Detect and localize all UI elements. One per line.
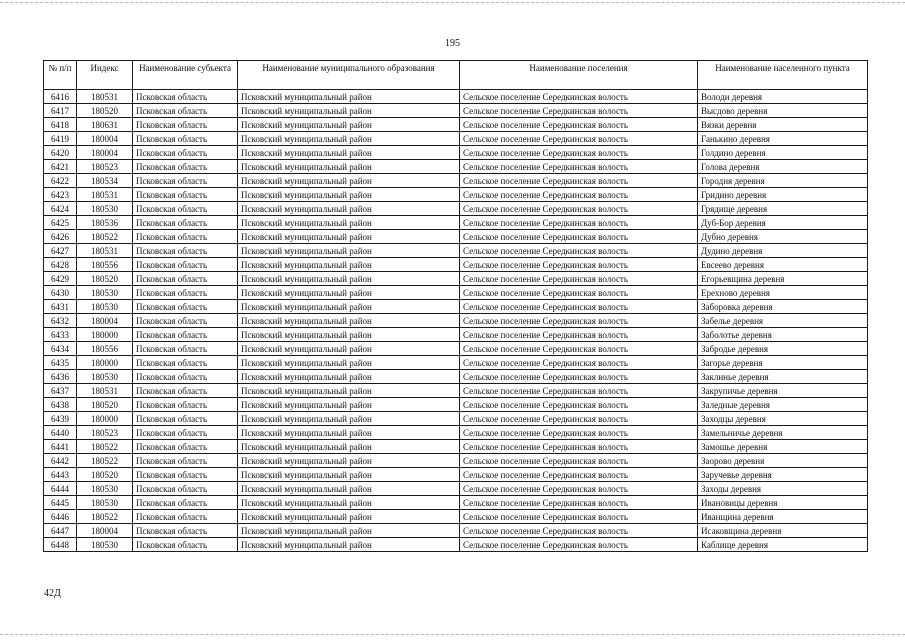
cell-postal-index: 180522 — [77, 230, 133, 244]
cell-municipality: Псковский муниципальный район — [238, 244, 460, 258]
cell-subject: Псковская область — [133, 174, 238, 188]
cell-locality: Заорово деревня — [698, 454, 868, 468]
header-locality-name: Наименование населенного пункта — [698, 61, 868, 90]
cell-postal-index: 180000 — [77, 356, 133, 370]
cell-postal-index: 180556 — [77, 258, 133, 272]
cell-settlement: Сельское поселение Середкинская волость — [460, 454, 698, 468]
cell-locality: Заболотье деревня — [698, 328, 868, 342]
cell-municipality: Псковский муниципальный район — [238, 90, 460, 104]
cell-locality: Заборовка деревня — [698, 300, 868, 314]
cell-settlement: Сельское поселение Середкинская волость — [460, 104, 698, 118]
cell-row-number: 6424 — [44, 202, 77, 216]
cell-municipality: Псковский муниципальный район — [238, 454, 460, 468]
cell-municipality: Псковский муниципальный район — [238, 426, 460, 440]
cell-subject: Псковская область — [133, 440, 238, 454]
cell-settlement: Сельское поселение Середкинская волость — [460, 146, 698, 160]
cell-locality: Гридино деревня — [698, 188, 868, 202]
cell-settlement: Сельское поселение Середкинская волость — [460, 398, 698, 412]
cell-subject: Псковская область — [133, 468, 238, 482]
cell-municipality: Псковский муниципальный район — [238, 538, 460, 552]
table-row — [44, 370, 868, 384]
cell-postal-index: 180536 — [77, 216, 133, 230]
cell-subject: Псковская область — [133, 314, 238, 328]
cell-municipality: Псковский муниципальный район — [238, 160, 460, 174]
cell-row-number: 6430 — [44, 286, 77, 300]
cell-locality: Заходцы деревня — [698, 412, 868, 426]
cell-row-number: 6440 — [44, 426, 77, 440]
cell-row-number: 6423 — [44, 188, 77, 202]
cell-subject: Псковская область — [133, 524, 238, 538]
table-row — [44, 412, 868, 426]
cell-municipality: Псковский муниципальный район — [238, 188, 460, 202]
cell-settlement: Сельское поселение Середкинская волость — [460, 216, 698, 230]
table-header — [44, 61, 868, 90]
cell-locality: Голова деревня — [698, 160, 868, 174]
cell-row-number: 6417 — [44, 104, 77, 118]
cell-settlement: Сельское поселение Середкинская волость — [460, 412, 698, 426]
cell-subject: Псковская область — [133, 454, 238, 468]
cell-municipality: Псковский муниципальный район — [238, 524, 460, 538]
cell-postal-index: 180556 — [77, 342, 133, 356]
cell-postal-index: 180534 — [77, 174, 133, 188]
cell-settlement: Сельское поселение Середкинская волость — [460, 510, 698, 524]
cell-subject: Псковская область — [133, 342, 238, 356]
cell-row-number: 6448 — [44, 538, 77, 552]
table-row — [44, 482, 868, 496]
cell-settlement: Сельское поселение Середкинская волость — [460, 202, 698, 216]
cell-postal-index: 180530 — [77, 482, 133, 496]
cell-settlement: Сельское поселение Середкинская волость — [460, 342, 698, 356]
cell-row-number: 6437 — [44, 384, 77, 398]
cell-row-number: 6433 — [44, 328, 77, 342]
table-row — [44, 468, 868, 482]
cell-settlement: Сельское поселение Середкинская волость — [460, 160, 698, 174]
cell-locality: Высдово деревня — [698, 104, 868, 118]
cell-locality: Дудино деревня — [698, 244, 868, 258]
cell-municipality: Псковский муниципальный район — [238, 342, 460, 356]
cell-locality: Дубно деревня — [698, 230, 868, 244]
cell-subject: Псковская область — [133, 118, 238, 132]
cell-locality: Ганькино деревня — [698, 132, 868, 146]
cell-locality: Заклинье деревня — [698, 370, 868, 384]
cell-locality: Исаковщина деревня — [698, 524, 868, 538]
table-row — [44, 104, 868, 118]
cell-row-number: 6435 — [44, 356, 77, 370]
cell-postal-index: 180520 — [77, 272, 133, 286]
cell-municipality: Псковский муниципальный район — [238, 328, 460, 342]
cell-row-number: 6434 — [44, 342, 77, 356]
cell-subject: Псковская область — [133, 510, 238, 524]
cell-postal-index: 180530 — [77, 538, 133, 552]
header-settlement-name: Наименование поселения — [460, 61, 698, 90]
cell-row-number: 6420 — [44, 146, 77, 160]
cell-row-number: 6418 — [44, 118, 77, 132]
cell-subject: Псковская область — [133, 272, 238, 286]
cell-locality: Загорье деревня — [698, 356, 868, 370]
cell-municipality: Псковский муниципальный район — [238, 398, 460, 412]
cell-settlement: Сельское поселение Середкинская волость — [460, 174, 698, 188]
cell-subject: Псковская область — [133, 90, 238, 104]
cell-settlement: Сельское поселение Середкинская волость — [460, 132, 698, 146]
cell-locality: Вязки деревня — [698, 118, 868, 132]
table-row — [44, 538, 868, 552]
cell-subject: Псковская область — [133, 370, 238, 384]
cell-row-number: 6443 — [44, 468, 77, 482]
cell-locality: Каблище деревня — [698, 538, 868, 552]
cell-municipality: Псковский муниципальный район — [238, 230, 460, 244]
header-postal-index: Индекс — [77, 61, 133, 90]
cell-settlement: Сельское поселение Середкинская волость — [460, 496, 698, 510]
cell-subject: Псковская область — [133, 300, 238, 314]
cell-municipality: Псковский муниципальный район — [238, 412, 460, 426]
cell-subject: Псковская область — [133, 132, 238, 146]
header-row — [44, 61, 868, 90]
table-row — [44, 328, 868, 342]
cell-row-number: 6439 — [44, 412, 77, 426]
cell-postal-index: 180531 — [77, 244, 133, 258]
cell-settlement: Сельское поселение Середкинская волость — [460, 482, 698, 496]
cell-municipality: Псковский муниципальный район — [238, 202, 460, 216]
cell-locality: Дуб-Бор деревня — [698, 216, 868, 230]
cell-subject: Псковская область — [133, 188, 238, 202]
header-subject-name: Наименование субъекта — [133, 61, 238, 90]
cell-row-number: 6438 — [44, 398, 77, 412]
cell-settlement: Сельское поселение Середкинская волость — [460, 244, 698, 258]
cell-locality: Володи деревня — [698, 90, 868, 104]
top-scan-border — [0, 2, 905, 3]
cell-postal-index: 180522 — [77, 440, 133, 454]
table-row — [44, 440, 868, 454]
cell-subject: Псковская область — [133, 398, 238, 412]
table-row — [44, 202, 868, 216]
cell-postal-index: 180000 — [77, 328, 133, 342]
page-number: 195 — [445, 38, 460, 49]
table-row — [44, 300, 868, 314]
cell-subject: Псковская область — [133, 216, 238, 230]
table-row — [44, 132, 868, 146]
cell-municipality: Псковский муниципальный район — [238, 146, 460, 160]
cell-settlement: Сельское поселение Середкинская волость — [460, 188, 698, 202]
cell-postal-index: 180520 — [77, 398, 133, 412]
cell-settlement: Сельское поселение Середкинская волость — [460, 468, 698, 482]
cell-settlement: Сельское поселение Середкинская волость — [460, 286, 698, 300]
cell-locality: Егорьевщина деревня — [698, 272, 868, 286]
cell-locality: Закрупичье деревня — [698, 384, 868, 398]
cell-postal-index: 180520 — [77, 468, 133, 482]
cell-subject: Псковская область — [133, 146, 238, 160]
cell-row-number: 6447 — [44, 524, 77, 538]
cell-subject: Псковская область — [133, 328, 238, 342]
table-row — [44, 384, 868, 398]
cell-settlement: Сельское поселение Середкинская волость — [460, 524, 698, 538]
cell-locality: Евсеево деревня — [698, 258, 868, 272]
cell-postal-index: 180520 — [77, 104, 133, 118]
table-row — [44, 454, 868, 468]
footer-code: 42Д — [44, 588, 61, 599]
cell-municipality: Псковский муниципальный район — [238, 440, 460, 454]
cell-row-number: 6446 — [44, 510, 77, 524]
cell-municipality: Псковский муниципальный район — [238, 384, 460, 398]
cell-subject: Псковская область — [133, 482, 238, 496]
cell-subject: Псковская область — [133, 412, 238, 426]
cell-municipality: Псковский муниципальный район — [238, 356, 460, 370]
cell-row-number: 6429 — [44, 272, 77, 286]
cell-locality: Заходы деревня — [698, 482, 868, 496]
bottom-scan-border — [0, 634, 905, 635]
cell-settlement: Сельское поселение Середкинская волость — [460, 314, 698, 328]
cell-locality: Ивановицы деревня — [698, 496, 868, 510]
cell-postal-index: 180004 — [77, 524, 133, 538]
table-row — [44, 398, 868, 412]
cell-settlement: Сельское поселение Середкинская волость — [460, 426, 698, 440]
table-row — [44, 342, 868, 356]
cell-settlement: Сельское поселение Середкинская волость — [460, 370, 698, 384]
cell-municipality: Псковский муниципальный район — [238, 468, 460, 482]
cell-subject: Псковская область — [133, 426, 238, 440]
cell-settlement: Сельское поселение Середкинская волость — [460, 440, 698, 454]
table-row — [44, 118, 868, 132]
table-row — [44, 146, 868, 160]
cell-subject: Псковская область — [133, 384, 238, 398]
cell-postal-index: 180522 — [77, 454, 133, 468]
cell-postal-index: 180004 — [77, 146, 133, 160]
cell-locality: Замельничье деревня — [698, 426, 868, 440]
cell-locality: Замошье деревня — [698, 440, 868, 454]
cell-municipality: Псковский муниципальный район — [238, 104, 460, 118]
cell-settlement: Сельское поселение Середкинская волость — [460, 384, 698, 398]
cell-postal-index: 180000 — [77, 412, 133, 426]
cell-row-number: 6419 — [44, 132, 77, 146]
table-row — [44, 524, 868, 538]
table-row — [44, 356, 868, 370]
cell-settlement: Сельское поселение Середкинская волость — [460, 328, 698, 342]
cell-postal-index: 180530 — [77, 286, 133, 300]
cell-settlement: Сельское поселение Середкинская волость — [460, 272, 698, 286]
cell-postal-index: 180004 — [77, 314, 133, 328]
cell-row-number: 6426 — [44, 230, 77, 244]
cell-postal-index: 180523 — [77, 426, 133, 440]
table-row — [44, 230, 868, 244]
cell-municipality: Псковский муниципальный район — [238, 272, 460, 286]
table-row — [44, 272, 868, 286]
cell-row-number: 6432 — [44, 314, 77, 328]
table-row — [44, 510, 868, 524]
table-row — [44, 496, 868, 510]
cell-municipality: Псковский муниципальный район — [238, 216, 460, 230]
cell-municipality: Псковский муниципальный район — [238, 286, 460, 300]
cell-row-number: 6427 — [44, 244, 77, 258]
cell-locality: Ерехново деревня — [698, 286, 868, 300]
table-body — [44, 90, 868, 552]
cell-subject: Псковская область — [133, 202, 238, 216]
cell-municipality: Псковский муниципальный район — [238, 370, 460, 384]
cell-locality: Голдино деревня — [698, 146, 868, 160]
cell-postal-index: 180530 — [77, 300, 133, 314]
cell-subject: Псковская область — [133, 496, 238, 510]
table-row — [44, 90, 868, 104]
cell-municipality: Псковский муниципальный район — [238, 258, 460, 272]
settlements-table — [43, 60, 868, 552]
cell-locality: Забродье деревня — [698, 342, 868, 356]
table-row — [44, 258, 868, 272]
cell-subject: Псковская область — [133, 286, 238, 300]
cell-postal-index: 180004 — [77, 132, 133, 146]
table-row — [44, 188, 868, 202]
cell-subject: Псковская область — [133, 258, 238, 272]
cell-row-number: 6428 — [44, 258, 77, 272]
cell-settlement: Сельское поселение Середкинская волость — [460, 538, 698, 552]
cell-postal-index: 180531 — [77, 188, 133, 202]
cell-postal-index: 180530 — [77, 202, 133, 216]
cell-row-number: 6442 — [44, 454, 77, 468]
cell-subject: Псковская область — [133, 230, 238, 244]
cell-municipality: Псковский муниципальный район — [238, 174, 460, 188]
cell-municipality: Псковский муниципальный район — [238, 300, 460, 314]
cell-locality: Городня деревня — [698, 174, 868, 188]
cell-postal-index: 180530 — [77, 496, 133, 510]
cell-row-number: 6416 — [44, 90, 77, 104]
cell-postal-index: 180631 — [77, 118, 133, 132]
table-row — [44, 286, 868, 300]
table-row — [44, 426, 868, 440]
table-row — [44, 160, 868, 174]
cell-row-number: 6425 — [44, 216, 77, 230]
cell-municipality: Псковский муниципальный район — [238, 132, 460, 146]
cell-row-number: 6444 — [44, 482, 77, 496]
cell-postal-index: 180530 — [77, 370, 133, 384]
header-municipality-name: Наименование муниципального образования — [238, 61, 460, 90]
cell-row-number: 6445 — [44, 496, 77, 510]
cell-row-number: 6441 — [44, 440, 77, 454]
cell-postal-index: 180522 — [77, 510, 133, 524]
cell-settlement: Сельское поселение Середкинская волость — [460, 258, 698, 272]
cell-row-number: 6431 — [44, 300, 77, 314]
table-row — [44, 244, 868, 258]
cell-municipality: Псковский муниципальный район — [238, 510, 460, 524]
cell-row-number: 6436 — [44, 370, 77, 384]
table-row — [44, 216, 868, 230]
cell-row-number: 6421 — [44, 160, 77, 174]
cell-postal-index: 180531 — [77, 384, 133, 398]
cell-municipality: Псковский муниципальный район — [238, 482, 460, 496]
cell-subject: Псковская область — [133, 104, 238, 118]
header-row-number: № п/п — [44, 61, 77, 90]
cell-settlement: Сельское поселение Середкинская волость — [460, 118, 698, 132]
cell-postal-index: 180523 — [77, 160, 133, 174]
cell-subject: Псковская область — [133, 356, 238, 370]
cell-settlement: Сельское поселение Середкинская волость — [460, 300, 698, 314]
cell-municipality: Псковский муниципальный район — [238, 118, 460, 132]
cell-locality: Грядище деревня — [698, 202, 868, 216]
cell-settlement: Сельское поселение Середкинская волость — [460, 356, 698, 370]
cell-subject: Псковская область — [133, 244, 238, 258]
cell-settlement: Сельское поселение Середкинская волость — [460, 230, 698, 244]
cell-locality: Иванщина деревня — [698, 510, 868, 524]
cell-settlement: Сельское поселение Середкинская волость — [460, 90, 698, 104]
cell-postal-index: 180531 — [77, 90, 133, 104]
table-row — [44, 174, 868, 188]
table-row — [44, 314, 868, 328]
cell-municipality: Псковский муниципальный район — [238, 314, 460, 328]
cell-row-number: 6422 — [44, 174, 77, 188]
cell-subject: Псковская область — [133, 538, 238, 552]
cell-locality: Заручевье деревня — [698, 468, 868, 482]
cell-municipality: Псковский муниципальный район — [238, 496, 460, 510]
cell-locality: Забелье деревня — [698, 314, 868, 328]
cell-subject: Псковская область — [133, 160, 238, 174]
cell-locality: Заледные деревня — [698, 398, 868, 412]
